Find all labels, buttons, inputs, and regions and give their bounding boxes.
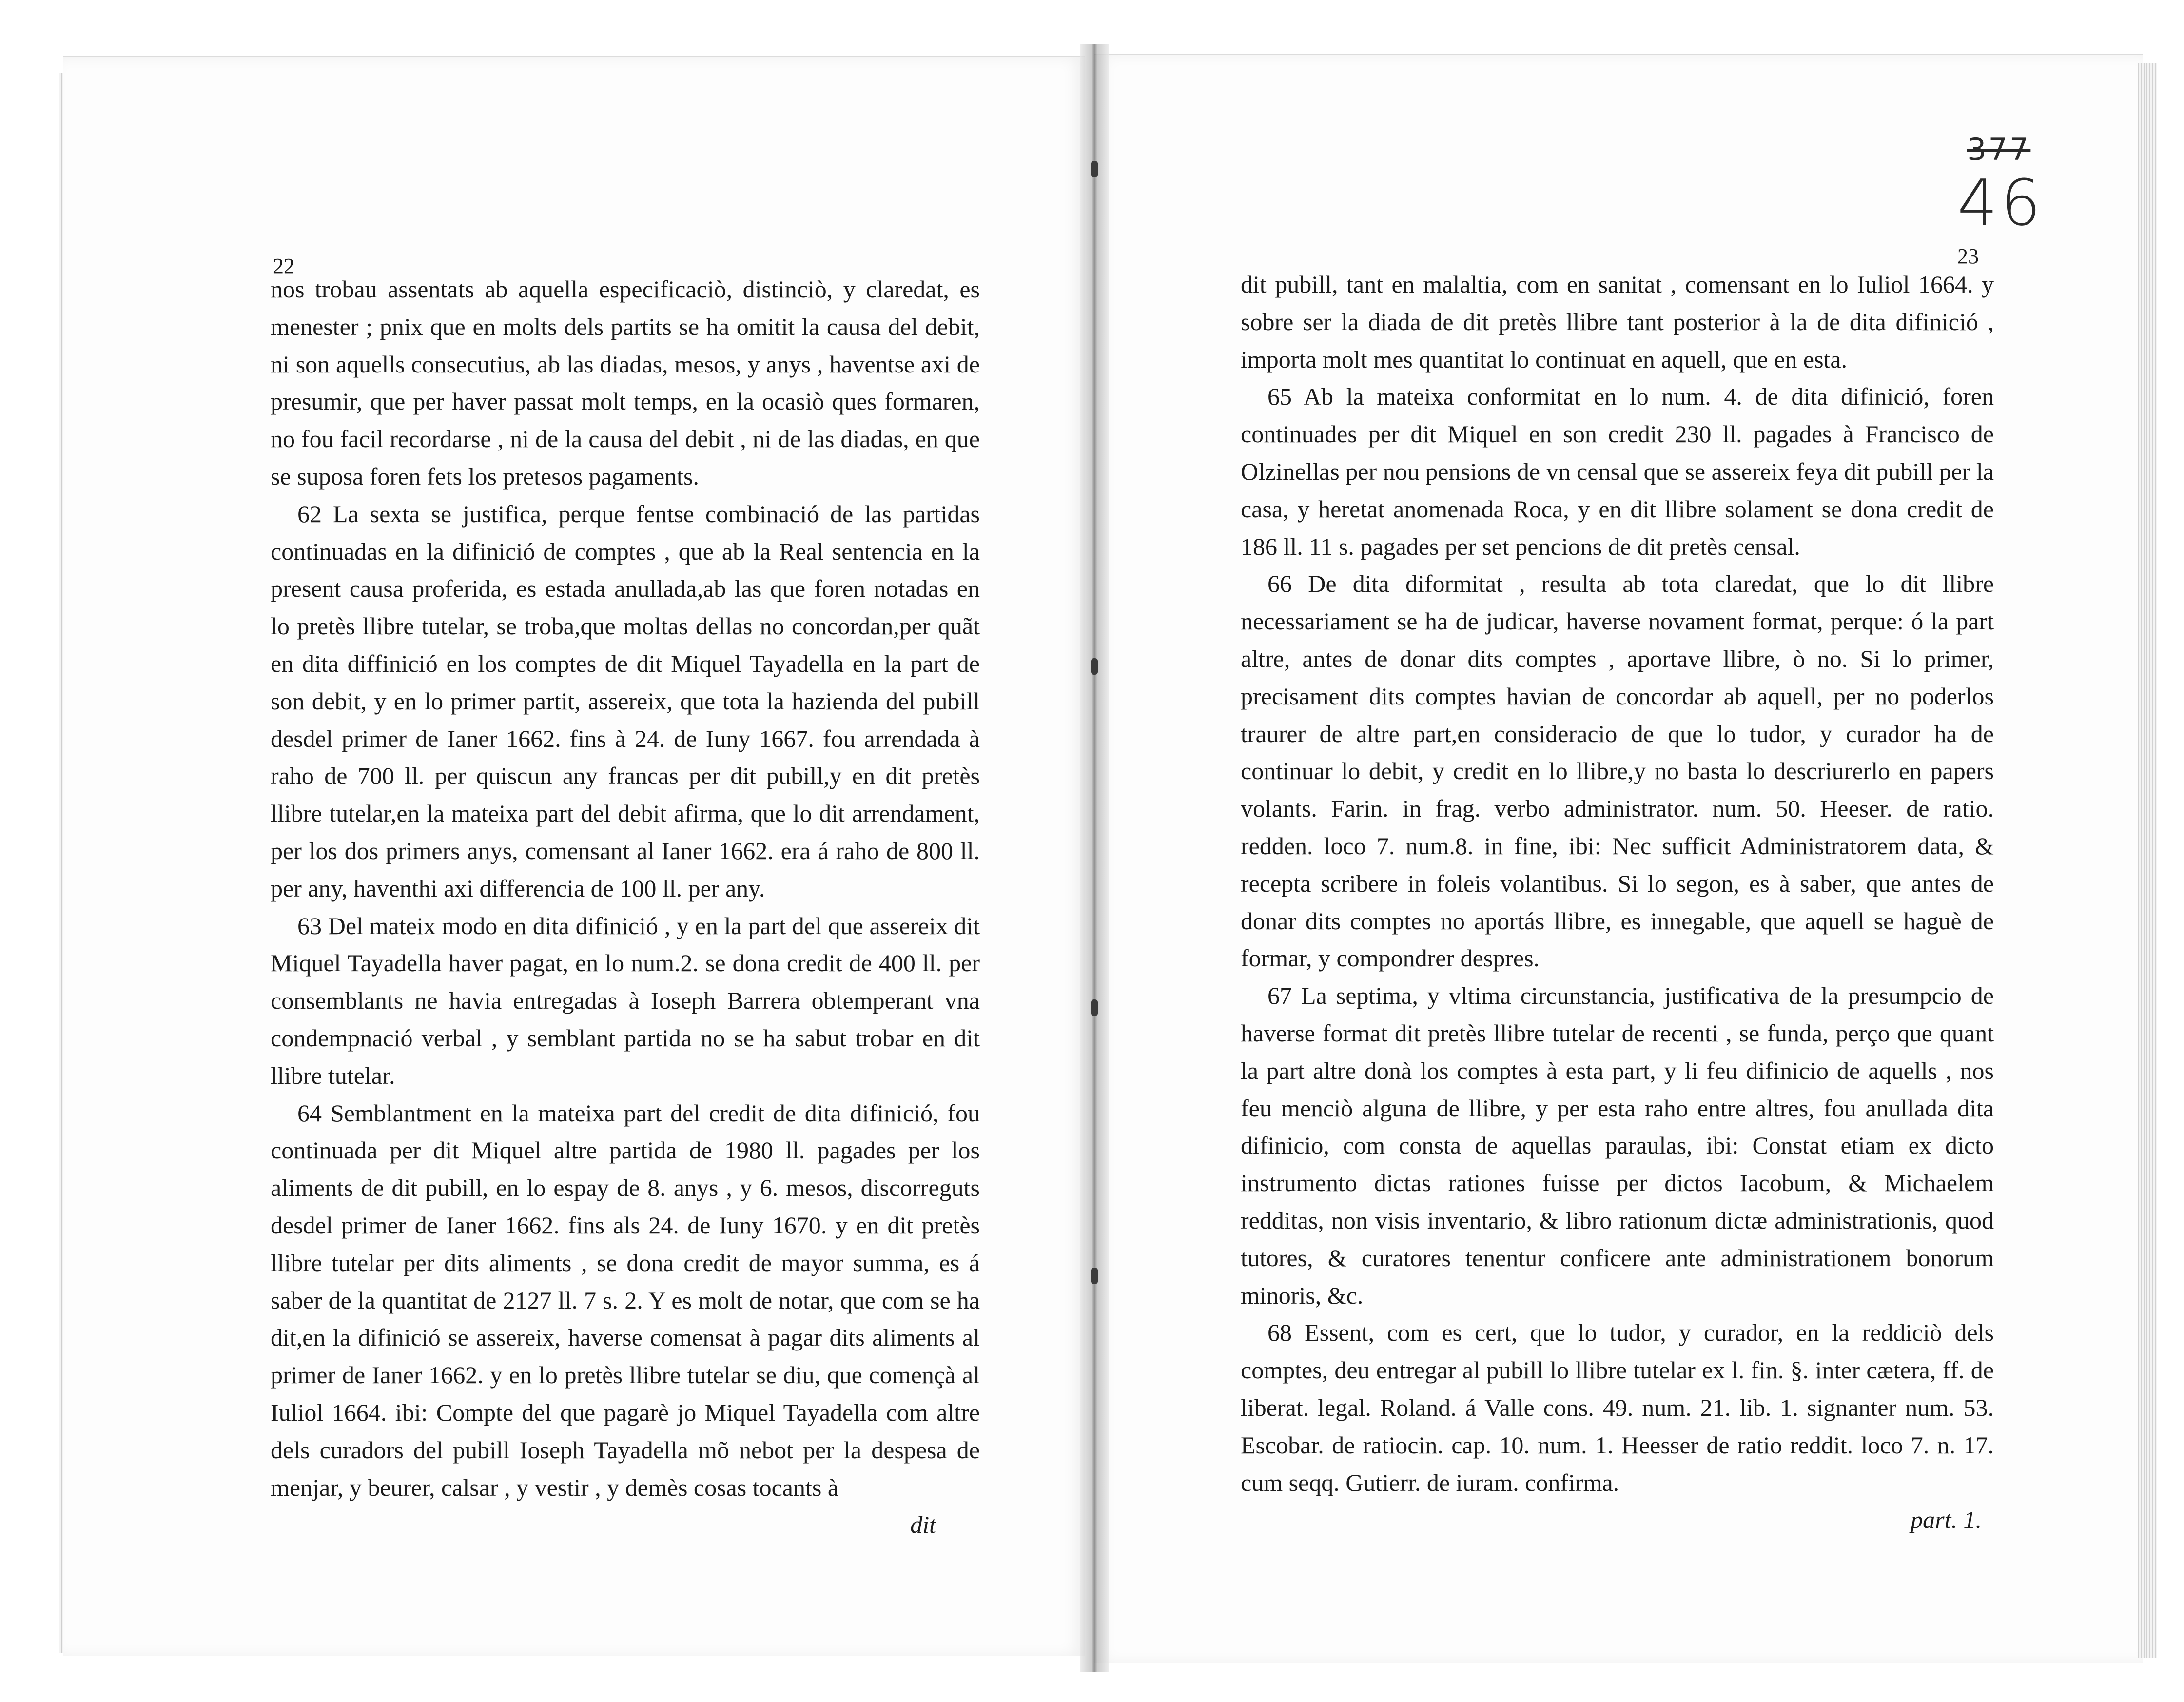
catchword: part. 1. [1911, 1506, 1982, 1534]
paragraph: nos trobau assentats ab aquella especificaciò, distinciò, y claredat, es menester ; pnix que en molts dels partits se ha omitit la causa del debit, ni son aquells consecutius, ab las diadas, mesos, y anys , haventse axi de presumir, que per haver passat molt temps, en la ocasiò ques formaren, no fou facil recordarse , ni de la causa del debit , ni de las diadas, en que se suposa foren fets los pretesos pagaments. [271, 275, 980, 490]
left-page-number: 22 [273, 254, 294, 278]
stitch-hole [1091, 999, 1098, 1016]
right-page-edges [2138, 63, 2157, 1658]
catchword: dit [910, 1511, 936, 1539]
paragraph-continuation: dit pubill, tant en malaltia, com en sanitat , comensant en lo Iuliol 1664. y sobre ser la diada de dit pretès llibre tant posterior à la de dita difinició , importa molt mes quantitat lo continuat en aquell, que en esta. [1241, 271, 1994, 373]
paragraph-63: 63 Del mateix modo en dita difinició , y en la part del que assereix dit Miquel Tayadella haver pagat, en lo num.2. se dona credit de 400 ll. per consemblants ne havia entregadas à Ioseph Barrera obtemperant vna condempnació verbal , y semblant partida no se ha sabut trobar en dit llibre tutelar. [271, 912, 980, 1089]
stitch-hole [1091, 658, 1098, 675]
left-page-text [271, 271, 980, 1544]
paragraph-62: 62 La sexta se justifica, perque fentse combinació de las partidas continuadas en la difinició de comptes , que ab la Real sentencia en la present causa proferida, es estada anullada,ab las que foren notadas en lo pretès llibre tutelar, se troba,que moltas dellas no concordan,per quãt en dita diffinició en los comptes de dit Miquel Tayadella en la part de son debit, y en lo primer partit, assereix, que tota la hazienda del pubill desdel primer de Ianer 1662. fins à 24. de Iuny 1667. fou arrendada à raho de 700 ll. per quiscun any francas per dit pubill,y en dit pretès llibre tutelar,en la mateixa part del debit afirma, que lo dit arrendament, per los dos primers anys, comensant al Ianer 1662. era á raho de 800 ll. per any, haventhi axi differencia de 100 ll. per any. [271, 500, 980, 902]
right-page-text [1241, 266, 1994, 1539]
folio-new-number: 46 [1957, 166, 2044, 240]
paragraph-68: 68 Essent, com es cert, que lo tudor, y curador, en la reddiciò dels comptes, deu entregar al pubill lo llibre tutelar ex l. fin. §. inter cætera, ff. de liberat. legal. Roland. á Valle cons. 49. num. 21. lib. 1. signanter num. 53. Escobar. de ratiocin. cap. 10. num. 1. Heesser de ratio reddit. loco 7. n. 17. cum seqq. Gutierr. de iuram. confirma. [1241, 1319, 1994, 1496]
book-gutter [1080, 44, 1109, 1672]
folio-old-number: 377 [1967, 132, 2031, 167]
folio-annotation [1952, 132, 2060, 244]
stitch-hole [1091, 1268, 1098, 1284]
paragraph-67: 67 La septima, y vltima circunstancia, justificativa de la presumpcio de haverse format dit pretès llibre tutelar de recenti , se funda, perço que quant la part altre donà los comptes à esta part, y li feu difinicio de aquells , nos feu menciò alguna de llibre, y per esta raho entre altres, fou anullada dita difinicio, com consta de aquellas paraulas, ibi: Constat etiam ex dicto instrumento dictas rationes fuisse per dictos Iacobum, & Michaelem redditas, non visis inventario, & libro rationum dictæ administrationis, quod tutores, & curatores tenentur conficere ante administrationem bonorum minoris, &c. [1241, 982, 1994, 1309]
right-page-number: 23 [1957, 244, 1979, 268]
paragraph-66: 66 De dita diformitat , resulta ab tota claredat, que lo dit llibre necessariament se ha de judicar, haverse novament format, perque: ó la part altre, antes de donar dits comptes , aportave llibre, ò no. Si lo primer, precisament dits comptes havian de concordar ab aquell, per no poderlos traurer de altre part,en consideracio de que lo tudor, y curador ha de continuar lo debit, y credit en lo llibre,y no basta lo descriurerlo en papers volants. Farin. in frag. verbo administrator. num. 50. Heeser. de ratio. redden. loco 7. num.8. in fine, ibi: Nec sufficit Administratorem data, & recepta scribere in foleis volantibus. Si lo segon, es à saber, que antes de donar dits comptes no aportás llibre, es innegable, que aquell se haguè de formar, y compondrer despres. [1241, 570, 1994, 972]
stitch-hole [1091, 161, 1098, 177]
paragraph-65: 65 Ab la mateixa conformitat en lo num. 4. de dita difinició, foren continuades per dit Miquel en son credit 230 ll. pagades à Francisco de Olzinellas per nou pensions de vn censal que se assereix feya dit pubill per la casa, y heretat anomenada Roca, y en dit llibre solament se dona credit de 186 ll. 11 s. pagades per set pencions de dit pretès censal. [1241, 383, 1994, 560]
paragraph-64: 64 Semblantment en la mateixa part del credit de dita difinició, fou continuada per dit Miquel altre partida de 1980 ll. pagades per los aliments de dit pubill, en lo espay de 8. anys , y 6. mesos, discorreguts desdel primer de Ianer 1662. fins als 24. de Iuny 1670. y en dit pretès llibre tutelar per dits aliments , se dona credit de mayor summa, es á saber de la quantitat de 2127 ll. 7 s. 2. Y es molt de notar, que com se ha dit,en la difinició se assereix, haverse comensat à pagar dits aliments al primer de Ianer 1662. y en lo pretès llibre tutelar se diu, que començà al Iuliol 1664. ibi: Compte del que pagarè jo Miquel Tayadella com altre dels curadors del pubill Ioseph Tayadella mõ nebot per la despesa de menjar, y beurer, calsar , y vestir , y demès cosas tocants à [271, 1099, 980, 1501]
